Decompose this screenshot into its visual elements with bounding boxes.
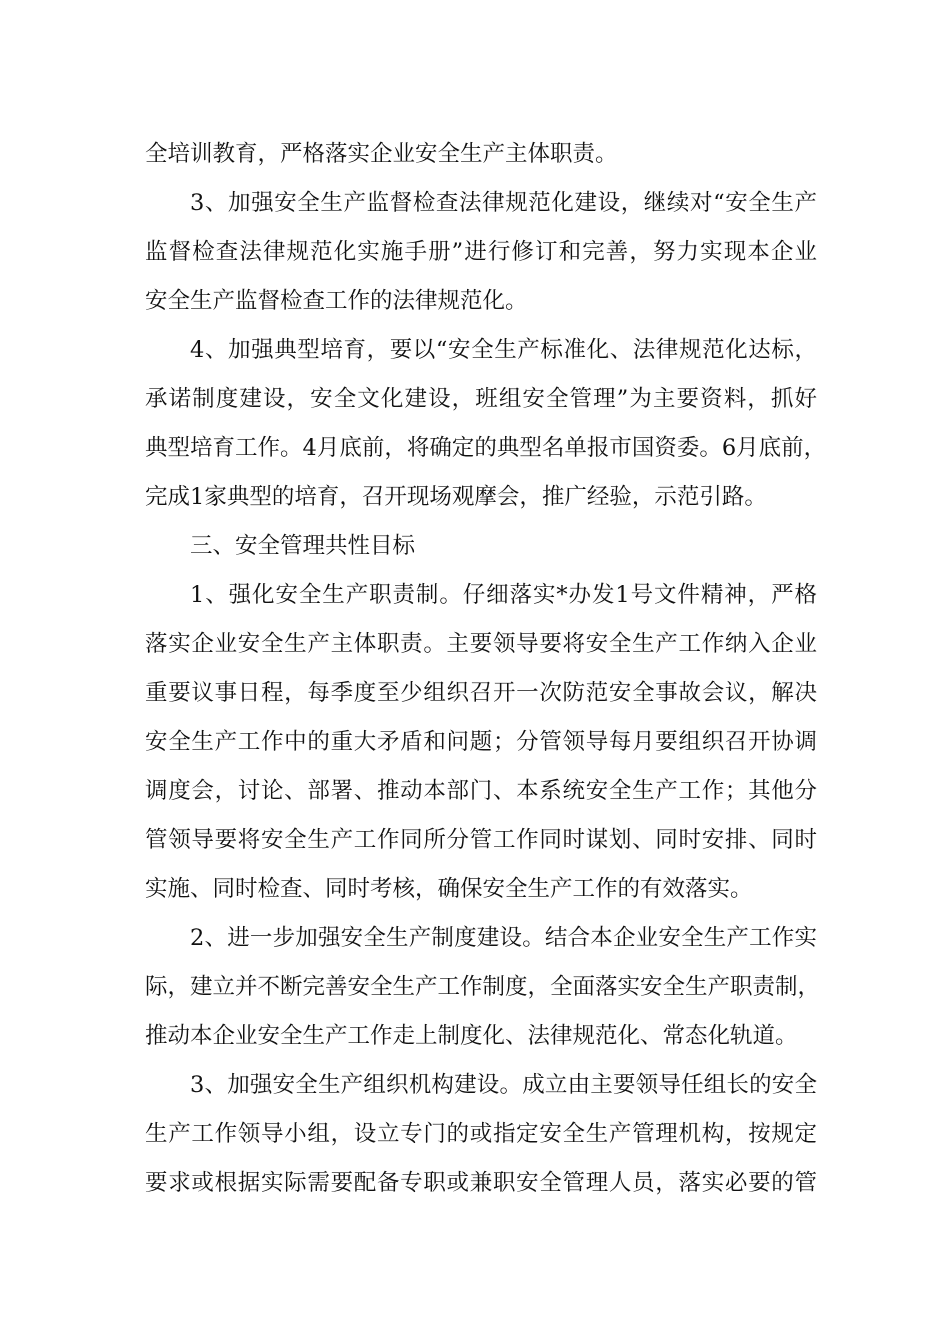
text-line: 调度会，讨论、部署、推动本部门、本系统安全生产工作；其他分 <box>145 778 817 804</box>
text-line: 重要议事日程，每季度至少组织召开一次防范安全事故会议，解决 <box>145 680 817 706</box>
text-line: 要求或根据实际需要配备专职或兼职安全管理人员，落实必要的管 <box>145 1170 817 1196</box>
text-line: 监督检查法律规范化实施手册”进行修订和完善，努力实现本企业 <box>145 239 817 265</box>
text-line: 安全生产工作中的重大矛盾和问题；分管领导每月要组织召开协调 <box>145 729 817 755</box>
text-line: 实施、同时检查、同时考核，确保安全生产工作的有效落实。 <box>145 876 753 902</box>
text-line: 承诺制度建设，安全文化建设，班组安全管理”为主要资料，抓好 <box>145 386 817 412</box>
text-line: 完成1家典型的培育，召开现场观摩会，推广经验，示范引路。 <box>145 484 767 510</box>
text-line: 2、进一步加强安全生产制度建设。结合本企业安全生产工作实 <box>190 925 817 951</box>
text-line: 管领导要将安全生产工作同所分管工作同时谋划、同时安排、同时 <box>145 827 817 853</box>
text-line: 3、加强安全生产组织机构建设。成立由主要领导任组长的安全 <box>190 1072 817 1098</box>
text-line: 全培训教育，严格落实企业安全生产主体职责。 <box>145 141 618 167</box>
text-line: 生产工作领导小组，设立专门的或指定安全生产管理机构，按规定 <box>145 1121 817 1147</box>
document-body <box>145 130 827 1208</box>
text-line: 落实企业安全生产主体职责。主要领导要将安全生产工作纳入企业 <box>145 631 817 657</box>
text-line: 1、强化安全生产职责制。仔细落实*办发1号文件精神，严格 <box>190 582 817 608</box>
text-line: 推动本企业安全生产工作走上制度化、法律规范化、常态化轨道。 <box>145 1023 798 1049</box>
text-line: 4、加强典型培育，要以“安全生产标准化、法律规范化达标， <box>190 337 817 363</box>
text-line: 安全生产监督检查工作的法律规范化。 <box>145 288 528 314</box>
text-line: 典型培育工作。4月底前，将确定的典型名单报市国资委。6月底前， <box>145 435 827 461</box>
text-line: 3、加强安全生产监督检查法律规范化建设，继续对“安全生产 <box>190 190 817 216</box>
text-line: 际，建立并不断完善安全生产工作制度，全面落实安全生产职责制， <box>145 974 821 1000</box>
section-heading: 三、安全管理共性目标 <box>190 533 416 559</box>
